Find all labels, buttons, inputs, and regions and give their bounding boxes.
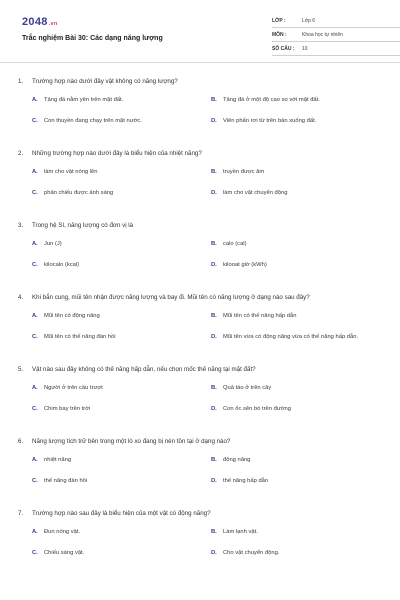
answer-text: động năng	[223, 456, 251, 463]
answer-letter: A.	[32, 168, 38, 175]
question-stem	[18, 438, 382, 447]
question-item	[18, 366, 382, 426]
answer-text: calo (cal)	[223, 240, 247, 247]
answer-option[interactable]	[32, 261, 203, 273]
answer-text: Con thuyền đang chạy trên mặt nước.	[44, 117, 142, 124]
answer-letter: C.	[32, 333, 38, 340]
answer-option[interactable]	[32, 477, 203, 489]
answer-options	[32, 312, 382, 354]
answer-text: Chiếu sáng vật.	[44, 549, 85, 556]
answer-option[interactable]	[32, 405, 203, 417]
answer-letter: D.	[211, 333, 217, 340]
question-item	[18, 150, 382, 210]
answer-text: Cho vật chuyển động.	[223, 549, 280, 556]
answer-letter: D.	[211, 405, 217, 412]
answer-letter: A.	[32, 384, 38, 391]
answer-option[interactable]	[211, 189, 382, 201]
question-item	[18, 294, 382, 354]
logo-name: 2048	[22, 16, 48, 28]
answer-text: Jun (J)	[44, 240, 62, 247]
answer-text: Làm lạnh vật.	[223, 528, 258, 535]
answer-options	[32, 384, 382, 426]
answer-option[interactable]	[211, 477, 382, 489]
answer-option[interactable]	[32, 456, 203, 468]
test-meta	[272, 14, 400, 56]
question-text: Vật nào sau đây không có thế năng hấp dẫn, nếu chọn mốc thế năng tại mặt đất?	[32, 365, 256, 373]
question-number: 7.	[18, 509, 24, 517]
question-number: 1.	[18, 78, 24, 85]
answer-option[interactable]	[211, 549, 382, 561]
answer-text: làm cho vật nóng lên	[44, 168, 98, 175]
answer-options	[32, 456, 382, 498]
answer-text: kilocalo (kcal)	[44, 261, 80, 268]
answer-text: Quả táo ở trên cây	[223, 384, 272, 391]
question-stem	[18, 78, 382, 87]
question-list	[18, 78, 382, 582]
meta-label: SỐ CÂU :	[272, 45, 295, 52]
answer-option[interactable]	[32, 96, 203, 108]
logo-tld: .vn	[48, 21, 58, 27]
answer-text: truyền được âm	[223, 168, 265, 175]
answer-letter: B.	[211, 528, 217, 535]
meta-row-grade	[272, 14, 400, 28]
site-logo[interactable]	[22, 16, 58, 28]
answer-letter: D.	[211, 549, 217, 556]
answer-letter: C.	[32, 117, 38, 124]
answer-letter: B.	[211, 384, 217, 391]
test-title: Trắc nghiệm Bài 30: Các dạng năng lượng	[22, 35, 163, 42]
answer-text: Tảng đá nằm yên trên mặt đất.	[44, 96, 124, 103]
answer-option[interactable]	[211, 384, 382, 396]
answer-text: nhiệt năng	[44, 456, 72, 463]
meta-row-subject	[272, 28, 400, 42]
answer-option[interactable]	[32, 312, 203, 324]
answer-option[interactable]	[32, 384, 203, 396]
answer-text: thế năng hấp dẫn	[223, 477, 269, 484]
question-text: Trong hệ SI, năng lượng có đơn vị là	[32, 221, 134, 229]
answer-text: Chim bay trên trời	[44, 405, 91, 412]
answer-option[interactable]	[32, 333, 203, 345]
answer-letter: A.	[32, 312, 38, 319]
answer-text: Mũi tên có thế năng hấp dẫn	[223, 312, 297, 319]
answer-option[interactable]	[211, 168, 382, 180]
meta-value: 10	[302, 45, 308, 52]
question-text: Năng lượng tích trữ bên trong một lò xo đang bị nén tồn tại ở dạng nào?	[32, 437, 231, 445]
meta-row-count	[272, 42, 400, 56]
question-stem	[18, 366, 382, 375]
answer-option[interactable]	[32, 240, 203, 252]
answer-letter: A.	[32, 240, 38, 247]
meta-value: Khoa học tự nhiên	[302, 31, 343, 38]
answer-text: Tảng đá ở một độ cao so với mặt đất.	[223, 96, 320, 103]
meta-value: Lớp 6	[302, 17, 316, 24]
answer-option[interactable]	[32, 528, 203, 540]
question-item	[18, 222, 382, 282]
answer-letter: A.	[32, 456, 38, 463]
answer-option[interactable]	[211, 261, 382, 273]
answer-letter: A.	[32, 96, 38, 103]
question-number: 4.	[18, 293, 24, 301]
answer-letter: D.	[211, 261, 217, 268]
question-stem	[18, 294, 382, 303]
answer-letter: B.	[211, 96, 217, 103]
answer-text: Mũi tên vừa có động năng vừa có thế năng hấp dẫn.	[223, 333, 359, 340]
answer-options	[32, 528, 382, 570]
answer-letter: C.	[32, 261, 38, 268]
answer-option[interactable]	[32, 189, 203, 201]
answer-text: Con ốc sên bò trên đường	[223, 405, 291, 412]
answer-letter: D.	[211, 189, 217, 196]
question-text: Những trường hợp nào dưới đây là biểu hiện của nhiệt năng?	[32, 149, 202, 157]
answer-letter: A.	[32, 528, 38, 535]
answer-letter: B.	[211, 312, 217, 319]
answer-option[interactable]	[32, 168, 203, 180]
meta-label: LỚP :	[272, 17, 286, 24]
question-stem	[18, 222, 382, 231]
question-item	[18, 438, 382, 498]
question-number: 6.	[18, 437, 24, 445]
answer-letter: C.	[32, 405, 38, 412]
answer-options	[32, 96, 382, 138]
answer-text: Người ở trên cầu trượt	[44, 384, 103, 391]
question-text: Trường hợp nào dưới đây vật không có năng lượng?	[32, 78, 178, 85]
answer-option[interactable]	[211, 528, 382, 540]
answer-option[interactable]	[211, 333, 382, 345]
answer-text: Mũi tên có thế năng đàn hồi	[44, 333, 116, 340]
answer-text: phản chiếu được ánh sáng	[44, 189, 114, 196]
meta-label: MÔN :	[272, 31, 287, 38]
answer-option[interactable]	[211, 240, 382, 252]
question-text: Khi bắn cung, mũi tên nhận được năng lượng và bay đi. Mũi tên có năng lượng ở dạng nào sau đây?	[32, 293, 310, 301]
answer-option[interactable]	[32, 117, 203, 129]
question-text: Trường hợp nào sau đây là biểu hiện của một vật có động năng?	[32, 509, 211, 517]
answer-text: kilooat giờ (kWh)	[223, 261, 267, 268]
question-number: 5.	[18, 365, 24, 373]
header-divider	[0, 62, 400, 63]
answer-letter: D.	[211, 477, 217, 484]
question-stem	[18, 150, 382, 159]
answer-options	[32, 168, 382, 210]
answer-option[interactable]	[211, 405, 382, 417]
answer-text: thế năng đàn hồi	[44, 477, 88, 484]
worksheet-header	[18, 14, 382, 74]
question-number: 3.	[18, 221, 24, 229]
answer-letter: D.	[211, 117, 217, 124]
answer-text: Viên phấn rơi từ trên bàn xuống đất.	[223, 117, 317, 124]
question-item	[18, 78, 382, 138]
answer-letter: B.	[211, 456, 217, 463]
answer-option[interactable]	[211, 117, 382, 129]
answer-letter: B.	[211, 240, 217, 247]
question-number: 2.	[18, 149, 24, 157]
answer-letter: C.	[32, 549, 38, 556]
question-item	[18, 510, 382, 570]
answer-option[interactable]	[32, 549, 203, 561]
answer-text: Mũi tên có động năng	[44, 312, 100, 319]
answer-options	[32, 240, 382, 282]
question-stem	[18, 510, 382, 519]
answer-letter: C.	[32, 189, 38, 196]
answer-option[interactable]	[211, 456, 382, 468]
answer-letter: C.	[32, 477, 38, 484]
answer-option[interactable]	[211, 96, 382, 108]
answer-option[interactable]	[211, 312, 382, 324]
answer-text: làm cho vật chuyển động	[223, 189, 288, 196]
answer-text: Đun nóng vật.	[44, 528, 81, 535]
answer-letter: B.	[211, 168, 217, 175]
